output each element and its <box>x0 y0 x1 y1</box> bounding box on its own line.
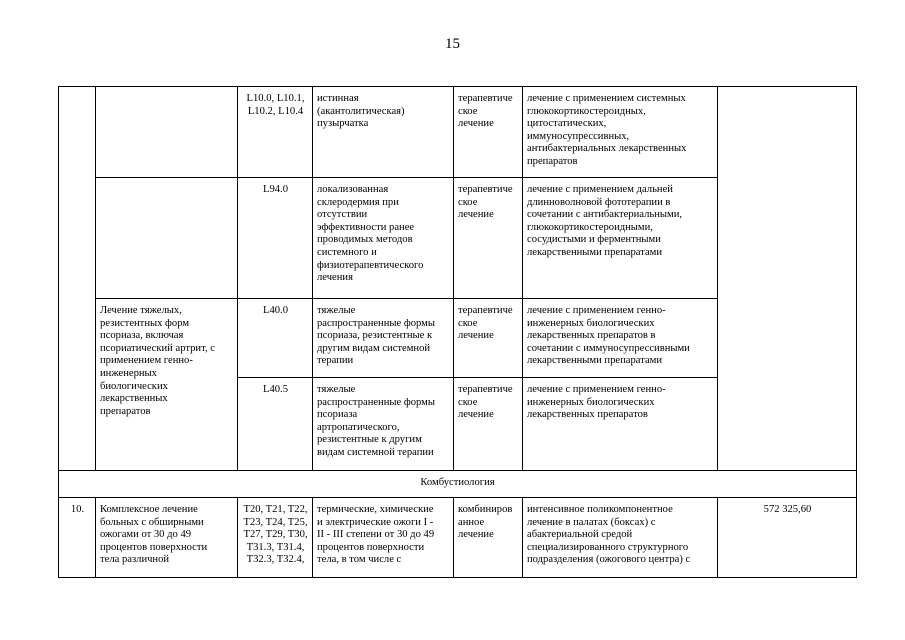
care-type-cell <box>96 87 238 178</box>
treatment-method-cell: лечение с применением системных глюкокортикостероидных, цитостатических, иммуносупрессивных, антибактериальных лекарственных препаратов <box>523 87 718 178</box>
treatment-method-cell: лечение с применением генно- инженерных биологических лекарственных препаратов в сочетании с иммуносупрессивными лекарственными препаратами <box>523 299 718 378</box>
icd-codes-cell: T20, T21, T22, T23, T24, T25, T27, T29, T30, T31.3, T31.4, T32.3, T32.4, <box>238 498 313 578</box>
patient-model-cell: локализованная склеродермия при отсутствии эффективности ранее проводимых методов системного и физиотерапевтического лечения <box>313 178 454 299</box>
row-number-cell <box>59 87 96 471</box>
patient-model-cell: тяжелые распространенные формы псориаза артропатического, резистентные к другим видам системной терапии <box>313 378 454 471</box>
icd-codes-cell: L94.0 <box>238 178 313 299</box>
treatment-method-cell: лечение с применением дальней длинноволновой фототерапии в сочетании с антибактериальными, глюкокортикостероидными, сосудистыми и ферментными лекарственными препаратами <box>523 178 718 299</box>
care-type-cell: Лечение тяжелых, резистентных форм псориаза, включая псориатический артрит, с применением генно- инженерных биологических лекарственных препаратов <box>96 299 238 471</box>
patient-model-cell: тяжелые распространенные формы псориаза, резистентные к другим видам системной терапии <box>313 299 454 378</box>
treatment-type-cell: терапевтиче ское лечение <box>454 178 523 299</box>
patient-model-cell: термические, химические и электрические ожоги I - II - III степени от 30 до 49 процентов поверхности тела, в том числе с <box>313 498 454 578</box>
care-type-cell <box>96 178 238 299</box>
treatment-type-cell: терапевтиче ское лечение <box>454 87 523 178</box>
patient-model-cell: истинная (акантолитическая) пузырчатка <box>313 87 454 178</box>
page-number: 15 <box>445 36 460 52</box>
medical-care-table <box>58 86 857 578</box>
cost-cell <box>718 87 857 471</box>
treatment-method-cell: лечение с применением генно- инженерных биологических лекарственных препаратов <box>523 378 718 471</box>
treatment-type-cell: терапевтиче ское лечение <box>454 378 523 471</box>
treatment-method-cell: интенсивное поликомпонентное лечение в палатах (боксах) с абактериальной средой специализированного структурного подразделения (ожогового центра) с <box>523 498 718 578</box>
treatment-type-cell: комбиниров анное лечение <box>454 498 523 578</box>
table-row <box>59 498 857 578</box>
icd-codes-cell: L40.0 <box>238 299 313 378</box>
cost-cell: 572 325,60 <box>718 498 857 578</box>
icd-codes-cell: L40.5 <box>238 378 313 471</box>
section-title: Комбустиология <box>59 471 857 498</box>
section-header-row <box>59 471 857 498</box>
table-row <box>59 87 857 178</box>
treatment-type-cell: терапевтиче ское лечение <box>454 299 523 378</box>
icd-codes-cell: L10.0, L10.1, L10.2, L10.4 <box>238 87 313 178</box>
care-type-cell: Комплексное лечение больных с обширными ожогами от 30 до 49 процентов поверхности тела различной <box>96 498 238 578</box>
row-number-cell: 10. <box>59 498 96 578</box>
